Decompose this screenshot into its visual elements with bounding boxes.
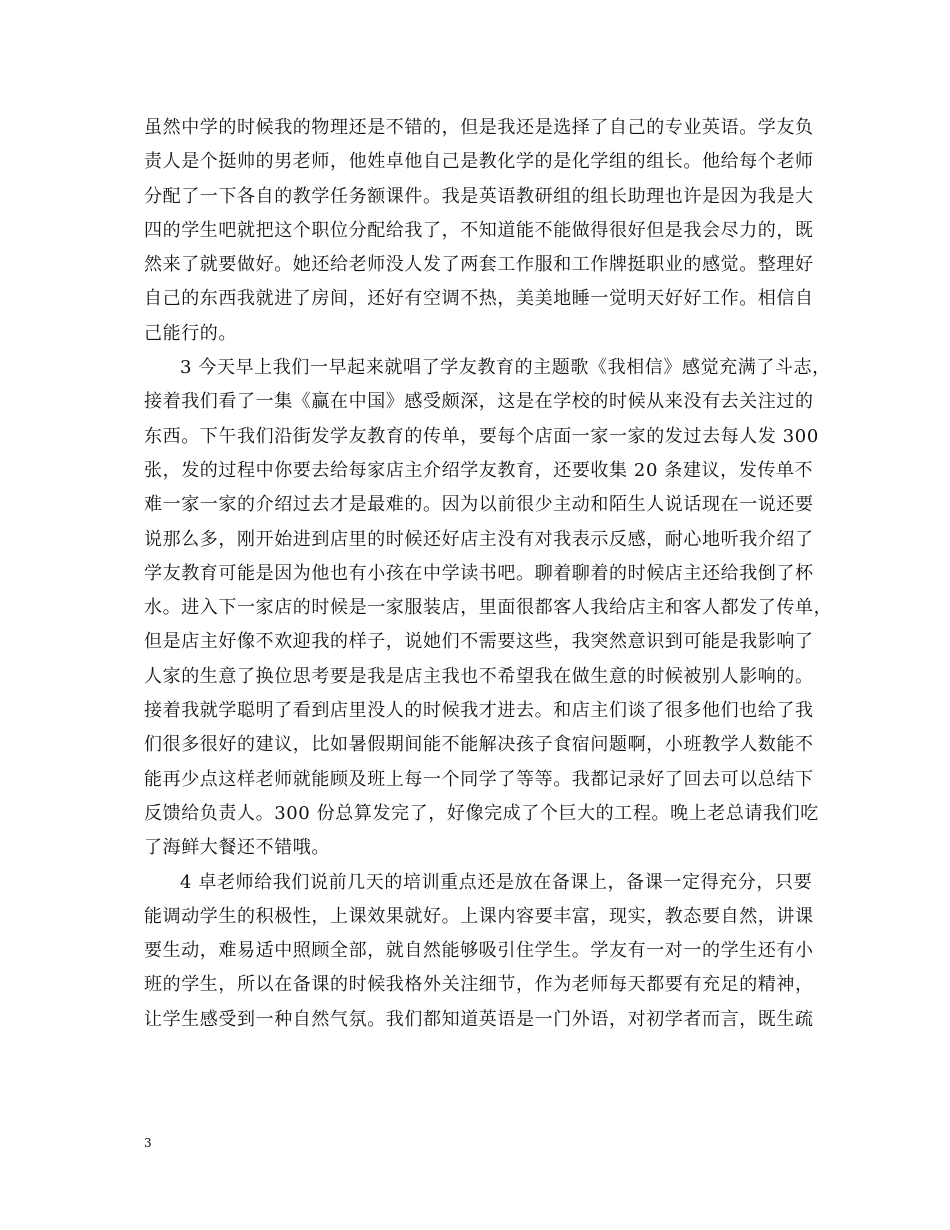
paragraph xyxy=(144,866,814,1037)
text-line: 4 卓老师给我们说前几天的培训重点还是放在备课上，备课一定得充分，只要 xyxy=(180,871,813,893)
text-line: 3 今天早上我们一早起来就唱了学友教育的主题歌《我相信》感觉充满了斗志， xyxy=(180,357,831,379)
text-line: 自己的东西我就进了房间，还好有空调不热，美美地睡一觉明天好好工作。相信自 xyxy=(144,288,814,310)
text-line: 说那么多，刚开始进到店里的时候还好店主没有对我表示反感，耐心地听我介绍了 xyxy=(144,528,814,550)
text-line: 难一家一家的介绍过去才是最难的。因为以前很少主动和陌生人说话现在一说还要 xyxy=(144,494,814,516)
text-line: 学友教育可能是因为他也有小孩在中学读书吧。聊着聊着的时候店主还给我倒了杯 xyxy=(144,562,814,584)
text-line: 分配了一下各自的教学任务额课件。我是英语教研组的组长助理也许是因为我是大 xyxy=(144,185,814,207)
text-line: 但是店主好像不欢迎我的样子，说她们不需要这些，我突然意识到可能是我影响了 xyxy=(144,631,814,653)
paragraph xyxy=(144,111,814,351)
text-line: 要生动，难易适中照顾全部，就自然能够吸引住学生。学友有一对一的学生还有小 xyxy=(144,940,814,962)
text-line: 让学生感受到一种自然气氛。我们都知道英语是一门外语，对初学者而言，既生疏 xyxy=(144,1008,814,1030)
text-line: 了海鲜大餐还不错哦。 xyxy=(144,837,330,859)
text-line: 四的学生吧就把这个职位分配给我了，不知道能不能做得很好但是我会尽力的，既 xyxy=(144,219,814,241)
text-line: 责人是个挺帅的男老师，他姓卓他自己是教化学的是化学组的组长。他给每个老师 xyxy=(144,151,814,173)
body-text xyxy=(144,111,833,1037)
text-line: 接着我就学聪明了看到店里没人的时候我才进去。和店主们谈了很多他们也给了我 xyxy=(144,700,814,722)
text-line: 水。进入下一家店的时候是一家服装店，里面很都客人我给店主和客人都发了传单， xyxy=(144,597,833,619)
text-line: 能调动学生的积极性，上课效果就好。上课内容要丰富，现实，教态要自然，讲课 xyxy=(144,905,814,927)
text-line: 能再少点这样老师就能顾及班上每一个同学了等等。我都记录好了回去可以总结下 xyxy=(144,768,814,790)
text-line: 己能行的。 xyxy=(144,322,237,344)
paragraph xyxy=(144,351,833,865)
text-line: 们很多很好的建议，比如暑假期间能不能解决孩子食宿问题啊，小班教学人数能不 xyxy=(144,734,814,756)
text-line: 班的学生，所以在备课的时候我格外关注细节，作为老师每天都要有充足的精神， xyxy=(144,974,814,996)
text-line: 然来了就要做好。她还给老师没人发了两套工作服和工作牌挺职业的感觉。整理好 xyxy=(144,254,814,276)
text-line: 接着我们看了一集《赢在中国》感受颇深，这是在学校的时候从来没有去关注过的 xyxy=(144,391,814,413)
text-line: 东西。下午我们沿街发学友教育的传单，要每个店面一家一家的发过去每人发 300 xyxy=(144,425,819,447)
text-line: 虽然中学的时候我的物理还是不错的，但是我还是选择了自己的专业英语。学友负 xyxy=(144,117,814,138)
text-line: 反馈给负责人。300 份总算发完了，好像完成了个巨大的工程。晚上老总请我们吃 xyxy=(144,802,819,824)
text-line: 张，发的过程中你要去给每家店主介绍学友教育，还要收集 20 条建议，发传单不 xyxy=(144,459,814,481)
text-line: 人家的生意了换位思考要是我是店主我也不希望我在做生意的时候被别人影响的。 xyxy=(144,665,814,687)
page-number: 3 xyxy=(144,1136,152,1150)
